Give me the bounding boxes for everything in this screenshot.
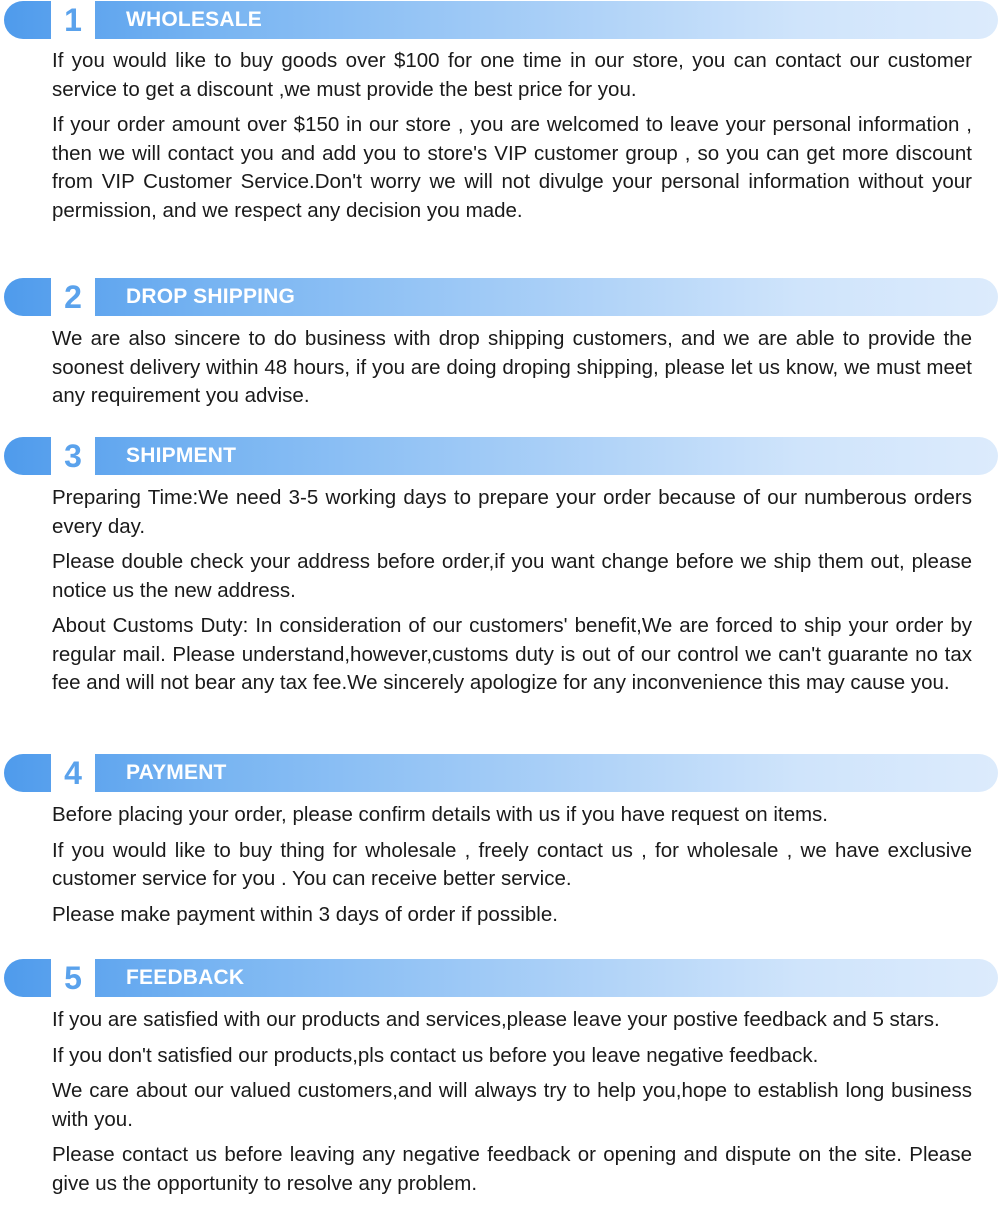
section-banner: [4, 437, 998, 475]
section-number-box: [51, 437, 95, 475]
paragraph: If you don't satisfied our products,pls contact us before you leave negative feedback.: [52, 1043, 819, 1067]
section-body: [52, 47, 972, 225]
paragraph: Please make payment within 3 days of order if possible.: [52, 902, 558, 926]
paragraph: We care about our valued customers,and will always try to help you,hope to establish long business with you.: [52, 1079, 972, 1131]
section-feedback: [0, 959, 1000, 1205]
paragraph: Please contact us before leaving any negative feedback or opening and dispute on the site. Please give us the opportunity to resolve any problem.: [52, 1143, 972, 1195]
paragraph: Please double check your address before order,if you want change before we ship them out, please notice us the new address.: [52, 550, 972, 602]
section-number-box: [51, 278, 95, 316]
section-number: 2: [64, 279, 82, 315]
section-number: 1: [64, 2, 82, 38]
section-number: 5: [64, 960, 82, 996]
section-shipment: [0, 437, 1000, 705]
section-banner: [4, 278, 998, 316]
paragraph: Before placing your order, please confirm details with us if you have request on items.: [52, 803, 828, 826]
section-title: SHIPMENT: [126, 444, 237, 467]
section-drop-shipping: [0, 278, 1000, 418]
section-payment: [0, 754, 1000, 936]
paragraph: Preparing Time:We need 3-5 working days to prepare your order because of our numberous orders every day.: [52, 486, 972, 538]
section-banner: [4, 959, 998, 997]
section-title: PAYMENT: [126, 761, 227, 784]
section-wholesale: [0, 1, 1000, 232]
section-body: [52, 484, 972, 698]
paragraph: If you would like to buy goods over $100 for one time in our store, you can contact our customer service to get a discount ,we must provide the best price for you.: [52, 49, 972, 101]
paragraph: We are also sincere to do business with drop shipping customers, and we are able to provide the soonest delivery within 48 hours, if you are doing droping shipping, please let us know, we must meet any requirement you advise.: [52, 327, 972, 407]
section-body: [52, 801, 972, 929]
paragraph: About Customs Duty: In consideration of our customers' benefit,We are forced to ship your order by regular mail. Please understand,however,customs duty is out of our control we can't guarante no tax fee and will not bear any tax fee.We sincerely apologize for any inconvenience this may cause you.: [52, 614, 972, 694]
section-number: 4: [64, 755, 82, 791]
section-number-box: [51, 959, 95, 997]
section-number-box: [51, 754, 95, 792]
section-title: DROP SHIPPING: [126, 285, 296, 308]
section-title: FEEDBACK: [126, 966, 245, 989]
section-banner: [4, 1, 998, 39]
paragraph: If you would like to buy thing for wholesale , freely contact us , for wholesale , we have exclusive customer service for you . You can receive better service.: [52, 838, 972, 890]
section-body: [52, 325, 972, 411]
section-banner: [4, 754, 998, 792]
section-number: 3: [64, 438, 82, 474]
section-number-box: [51, 1, 95, 39]
paragraph: If you are satisfied with our products and services,please leave your postive feedback and 5 stars.: [52, 1008, 940, 1031]
section-title: WHOLESALE: [126, 8, 262, 31]
paragraph: If your order amount over $150 in our store , you are welcomed to leave your personal information , then we will contact you and add you to store's VIP customer group , so you can get more discount from VIP Customer Service.Don't worry we will not divulge your personal information without your permission, and we respect any decision you made.: [52, 113, 972, 222]
section-body: [52, 1006, 972, 1198]
